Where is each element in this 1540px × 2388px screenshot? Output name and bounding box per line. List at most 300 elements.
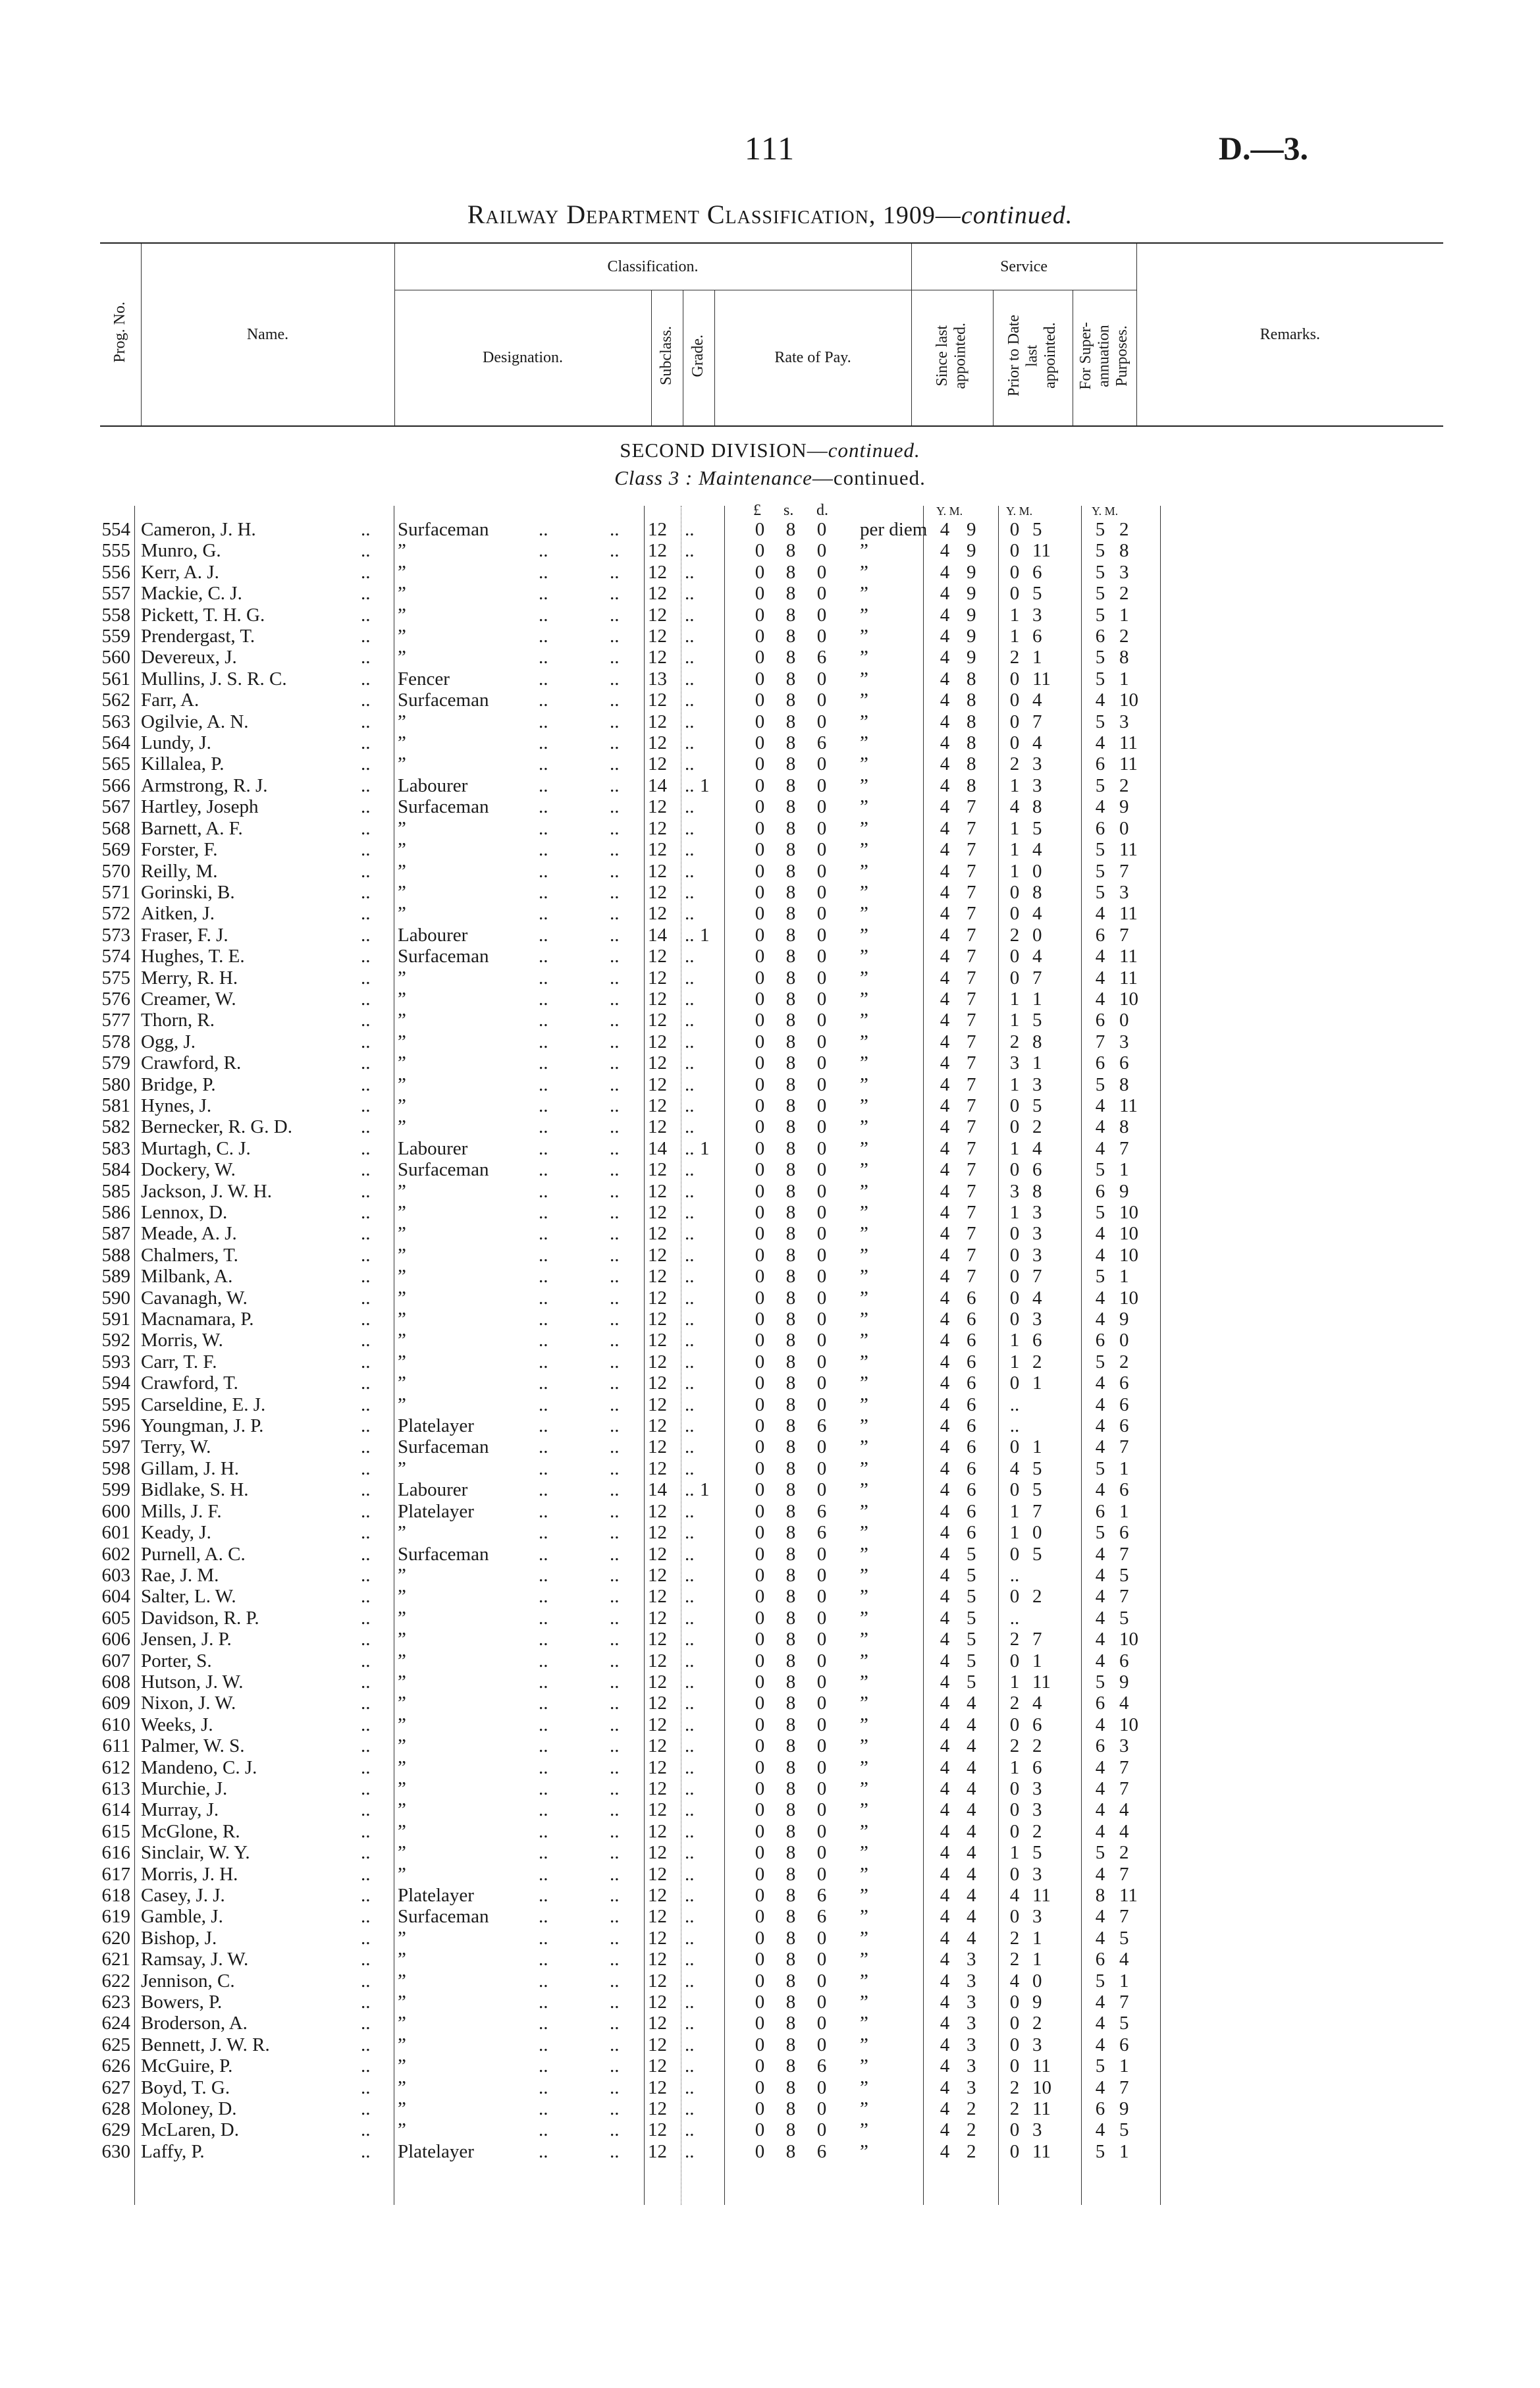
prior-years: 0 — [1009, 2013, 1020, 2034]
super-years: 6 — [1095, 924, 1105, 946]
leader-dots: .. — [610, 1927, 620, 1949]
pay-unit: ” — [860, 1266, 868, 1288]
designation: ” — [398, 732, 406, 754]
super-years: 4 — [1095, 1607, 1105, 1629]
table-row — [0, 562, 1540, 583]
subclass: 12 — [648, 1436, 667, 1458]
leader-dots: .. — [361, 860, 371, 882]
pay-shillings: 8 — [785, 1863, 796, 1885]
since-years: 4 — [940, 1820, 950, 1842]
pay-pounds: 0 — [755, 1714, 765, 1735]
leader-dots: .. — [539, 540, 548, 562]
since-years: 4 — [940, 1799, 950, 1821]
pay-unit: ” — [860, 540, 868, 562]
employee-name: Dockery, W. — [141, 1159, 236, 1181]
since-months: 6 — [967, 1479, 976, 1501]
pay-pounds: 0 — [755, 1927, 765, 1949]
pay-unit: ” — [860, 1863, 868, 1885]
leader-dots: .. — [539, 1223, 548, 1245]
pay-shillings: 8 — [785, 1202, 796, 1223]
pay-pence: 6 — [816, 647, 827, 668]
employee-name: Bernecker, R. G. D. — [141, 1116, 292, 1138]
table-row — [0, 1501, 1540, 1522]
pay-pence: 0 — [816, 2076, 827, 2098]
pay-pounds: 0 — [755, 1266, 765, 1288]
pay-pounds: 0 — [755, 1436, 765, 1458]
leader-dots: .. — [361, 2034, 371, 2055]
super-years: 4 — [1095, 2034, 1105, 2055]
subclass: 12 — [648, 1394, 667, 1415]
prior-years: 0 — [1009, 2140, 1020, 2162]
designation: ” — [398, 1330, 406, 1351]
pay-pence: 0 — [816, 1095, 827, 1116]
super-years: 4 — [1095, 1479, 1105, 1501]
pay-pounds: 0 — [755, 1372, 765, 1394]
pay-shillings: 8 — [785, 1693, 796, 1714]
leader-dots: .. — [610, 690, 620, 711]
designation: ” — [398, 583, 406, 605]
employee-name: Mackie, C. J. — [141, 583, 242, 605]
pay-pounds: 0 — [755, 1073, 765, 1095]
leader-dots: .. — [685, 604, 695, 626]
leader-dots: .. — [539, 1543, 548, 1565]
pay-pence: 0 — [816, 817, 827, 839]
leader-dots: .. — [610, 1415, 620, 1437]
since-months: 7 — [967, 946, 976, 967]
pay-shillings: 8 — [785, 1180, 796, 1202]
leader-dots: .. — [610, 647, 620, 668]
pay-pounds: 0 — [755, 1287, 765, 1309]
since-months: 9 — [967, 519, 976, 540]
pay-unit: ” — [860, 1415, 868, 1437]
super-years: 4 — [1095, 1564, 1105, 1586]
pay-pence: 0 — [816, 540, 827, 562]
pay-unit: ” — [860, 1031, 868, 1052]
employee-name: Killalea, P. — [141, 753, 225, 775]
employee-name: Cameron, J. H. — [141, 519, 256, 540]
prog-number: 612 — [101, 1756, 130, 1778]
prior-months: 1 — [1032, 1927, 1042, 1949]
since-months: 7 — [967, 1073, 976, 1095]
since-years: 4 — [940, 1543, 950, 1565]
since-years: 4 — [940, 1885, 950, 1906]
pay-pounds: 0 — [755, 1777, 765, 1799]
employee-name: Laffy, P. — [141, 2140, 205, 2162]
since-months: 5 — [967, 1629, 976, 1650]
subclass: 12 — [648, 1330, 667, 1351]
since-months: 2 — [967, 2119, 976, 2141]
pay-shillings: 8 — [785, 1777, 796, 1799]
super-months: 6 — [1119, 1650, 1129, 1671]
pay-pounds: 0 — [755, 1351, 765, 1372]
super-years: 6 — [1095, 626, 1105, 647]
pay-pence: 0 — [816, 1842, 827, 1864]
prior-years: 3 — [1009, 1180, 1020, 1202]
since-months: 4 — [967, 1820, 976, 1842]
table-row — [0, 1309, 1540, 1330]
designation: ” — [398, 1564, 406, 1586]
leader-dots: .. — [685, 1479, 695, 1501]
since-months: 7 — [967, 967, 976, 989]
prior-years: .. — [1009, 1564, 1020, 1586]
employee-name: Pickett, T. H. G. — [141, 604, 265, 626]
super-years: 5 — [1095, 668, 1105, 690]
leader-dots: .. — [539, 967, 548, 989]
leader-dots: .. — [539, 604, 548, 626]
designation: Platelayer — [398, 2140, 474, 2162]
subclass: 13 — [648, 668, 667, 690]
prog-number: 603 — [101, 1564, 130, 1586]
leader-dots: .. — [361, 1479, 371, 1501]
designation: Surfaceman — [398, 519, 489, 540]
pay-pence: 0 — [816, 924, 827, 946]
designation: ” — [398, 881, 406, 903]
header-rate-of-pay: Rate of Pay. — [714, 290, 911, 427]
since-months: 3 — [967, 2055, 976, 2077]
pay-pence: 0 — [816, 604, 827, 626]
pay-pence: 0 — [816, 690, 827, 711]
super-years: 6 — [1095, 753, 1105, 775]
leader-dots: .. — [539, 1031, 548, 1052]
subclass: 12 — [648, 1564, 667, 1586]
table-row — [0, 1885, 1540, 1906]
pay-pounds: 0 — [755, 1095, 765, 1116]
employee-name: Fraser, F. J. — [141, 924, 228, 946]
since-years: 4 — [940, 668, 950, 690]
leader-dots: .. — [610, 1457, 620, 1479]
pay-pounds: 0 — [755, 1116, 765, 1138]
leader-dots: .. — [361, 1906, 371, 1928]
leader-dots: .. — [539, 817, 548, 839]
leader-dots: .. — [361, 1415, 371, 1437]
prior-years: 0 — [1009, 711, 1020, 732]
leader-dots: .. — [685, 1330, 695, 1351]
since-years: 4 — [940, 647, 950, 668]
pay-shillings: 8 — [785, 519, 796, 540]
leader-dots: .. — [539, 860, 548, 882]
table-row — [0, 1095, 1540, 1116]
pay-pounds: 0 — [755, 1415, 765, 1437]
prior-months: 7 — [1032, 1266, 1042, 1288]
pay-shillings: 8 — [785, 1714, 796, 1735]
leader-dots: .. — [361, 711, 371, 732]
super-years: 5 — [1095, 1522, 1105, 1544]
pay-unit: ” — [860, 1992, 868, 2013]
subclass: 12 — [648, 647, 667, 668]
employee-name: Prendergast, T. — [141, 626, 255, 647]
prog-number: 593 — [101, 1351, 130, 1372]
leader-dots: .. — [610, 1095, 620, 1116]
super-months: 9 — [1119, 796, 1129, 818]
pay-unit: per diem — [860, 519, 928, 540]
pay-unit: ” — [860, 1095, 868, 1116]
leader-dots: .. — [685, 1756, 695, 1778]
designation: ” — [398, 1693, 406, 1714]
prior-years: 0 — [1009, 1543, 1020, 1565]
table-row — [0, 1970, 1540, 1992]
leader-dots: .. — [361, 1885, 371, 1906]
leader-dots: .. — [610, 1735, 620, 1757]
pay-pounds: 0 — [755, 1457, 765, 1479]
prog-number: 630 — [101, 2140, 130, 2162]
subclass: 12 — [648, 1244, 667, 1266]
since-years: 4 — [940, 1010, 950, 1031]
pay-shillings: 8 — [785, 817, 796, 839]
prior-months: 1 — [1032, 1052, 1042, 1074]
table-row — [0, 1159, 1540, 1180]
prior-years: 1 — [1009, 1842, 1020, 1864]
leader-dots: .. — [610, 540, 620, 562]
subclass: 12 — [648, 690, 667, 711]
leader-dots: .. — [539, 1735, 548, 1757]
leader-dots: .. — [685, 881, 695, 903]
prior-months: 1 — [1032, 1650, 1042, 1671]
employee-name: Porter, S. — [141, 1650, 212, 1671]
prior-years: 1 — [1009, 817, 1020, 839]
prior-months: 4 — [1032, 690, 1042, 711]
super-years: 5 — [1095, 774, 1105, 796]
super-months: 0 — [1119, 1010, 1129, 1031]
pay-unit: ” — [860, 1522, 868, 1544]
pay-unit: ” — [860, 1457, 868, 1479]
since-years: 4 — [940, 604, 950, 626]
pay-shillings: 8 — [785, 1266, 796, 1288]
prior-years: 0 — [1009, 690, 1020, 711]
table-row — [0, 2141, 1540, 2162]
pay-pounds: 0 — [755, 1223, 765, 1245]
designation: ” — [398, 1586, 406, 1608]
employee-name: Davidson, R. P. — [141, 1607, 259, 1629]
leader-dots: .. — [610, 1159, 620, 1181]
employee-name: Devereux, J. — [141, 647, 237, 668]
leader-dots: .. — [361, 1522, 371, 1544]
prior-years: 2 — [1009, 924, 1020, 946]
designation: ” — [398, 2098, 406, 2120]
pay-unit: ” — [860, 1223, 868, 1245]
super-years: 4 — [1095, 1543, 1105, 1565]
pay-pounds: 0 — [755, 881, 765, 903]
table-row — [0, 690, 1540, 711]
since-years: 4 — [940, 1137, 950, 1159]
table-row — [0, 1330, 1540, 1351]
designation: ” — [398, 1202, 406, 1223]
leader-dots: .. — [361, 1436, 371, 1458]
leader-dots: .. — [610, 1137, 620, 1159]
super-months: 9 — [1119, 1180, 1129, 1202]
leader-dots: .. — [685, 1586, 695, 1608]
table-row — [0, 605, 1540, 626]
since-years: 4 — [940, 1372, 950, 1394]
super-months: 7 — [1119, 1906, 1129, 1928]
subclass: 12 — [648, 1842, 667, 1864]
header-service: Service — [911, 243, 1136, 290]
prior-years: 2 — [1009, 1031, 1020, 1052]
pay-unit: ” — [860, 774, 868, 796]
leader-dots: .. — [610, 1522, 620, 1544]
prior-months: 3 — [1032, 1863, 1042, 1885]
leader-dots: .. — [685, 690, 695, 711]
pay-pence: 0 — [816, 626, 827, 647]
super-months: 7 — [1119, 1543, 1129, 1565]
since-years: 4 — [940, 988, 950, 1010]
leader-dots: .. — [685, 1351, 695, 1372]
leader-dots: .. — [539, 561, 548, 583]
super-months: 6 — [1119, 1394, 1129, 1415]
super-years: 5 — [1095, 519, 1105, 540]
since-months: 7 — [967, 1031, 976, 1052]
prior-months: 6 — [1032, 561, 1042, 583]
leader-dots: .. — [539, 1095, 548, 1116]
pay-shillings: 8 — [785, 690, 796, 711]
super-years: 6 — [1095, 1010, 1105, 1031]
prior-years: 0 — [1009, 1287, 1020, 1309]
prog-number: 566 — [101, 774, 130, 796]
prior-months: 1 — [1032, 647, 1042, 668]
since-months: 7 — [967, 1010, 976, 1031]
prog-number: 609 — [101, 1693, 130, 1714]
prog-number: 605 — [101, 1607, 130, 1629]
table-row — [0, 1116, 1540, 1137]
pay-shillings: 8 — [785, 1137, 796, 1159]
leader-dots: .. — [361, 1457, 371, 1479]
pay-unit: ” — [860, 1629, 868, 1650]
pay-pence: 0 — [816, 1436, 827, 1458]
leader-dots: .. — [361, 1223, 371, 1245]
since-months: 7 — [967, 903, 976, 925]
table-row — [0, 839, 1540, 860]
prior-years: 0 — [1009, 1095, 1020, 1116]
prior-months: 11 — [1032, 540, 1051, 562]
employee-name: Palmer, W. S. — [141, 1735, 245, 1757]
leader-dots: .. — [539, 1052, 548, 1074]
designation: Fencer — [398, 668, 450, 690]
designation: ” — [398, 1842, 406, 1864]
prior-years: 0 — [1009, 2034, 1020, 2055]
pay-pence: 0 — [816, 1116, 827, 1138]
leader-dots: .. — [610, 2013, 620, 2034]
subclass: 12 — [648, 1372, 667, 1394]
leader-dots: .. — [539, 1137, 548, 1159]
prior-months: 6 — [1032, 1159, 1042, 1181]
table-row — [0, 1288, 1540, 1309]
employee-name: Broderson, A. — [141, 2013, 248, 2034]
leader-dots: .. — [361, 1799, 371, 1821]
prior-months: 8 — [1032, 796, 1042, 818]
since-years: 4 — [940, 924, 950, 946]
pay-shillings: 8 — [785, 1436, 796, 1458]
pay-unit: ” — [860, 1949, 868, 1970]
prog-number: 617 — [101, 1863, 130, 1885]
since-years: 4 — [940, 1777, 950, 1799]
prior-months: 1 — [1032, 1372, 1042, 1394]
prior-years: 0 — [1009, 1266, 1020, 1288]
since-months: 7 — [967, 988, 976, 1010]
pay-shillings: 8 — [785, 583, 796, 605]
leader-dots: .. — [610, 1052, 620, 1074]
subclass: 12 — [648, 1671, 667, 1693]
subclass: 12 — [648, 1927, 667, 1949]
pay-pence: 0 — [816, 1650, 827, 1671]
since-months: 6 — [967, 1287, 976, 1309]
prog-number: 615 — [101, 1820, 130, 1842]
super-years: 5 — [1095, 1202, 1105, 1223]
pay-shillings: 8 — [785, 967, 796, 989]
prior-years: 0 — [1009, 2119, 1020, 2141]
leader-dots: .. — [610, 1372, 620, 1394]
prog-number: 595 — [101, 1394, 130, 1415]
super-years: 6 — [1095, 1735, 1105, 1757]
employee-name: Bridge, P. — [141, 1073, 216, 1095]
super-years: 6 — [1095, 817, 1105, 839]
pay-pence: 6 — [816, 1906, 827, 1928]
pay-unit: ” — [860, 1159, 868, 1181]
prior-years: 1 — [1009, 1671, 1020, 1693]
pay-shillings: 8 — [785, 1095, 796, 1116]
pay-shillings: 8 — [785, 774, 796, 796]
pay-unit: ” — [860, 1394, 868, 1415]
prior-months: 4 — [1032, 1693, 1042, 1714]
leader-dots: .. — [539, 1799, 548, 1821]
designation: Labourer — [398, 1137, 468, 1159]
employee-name: Mullins, J. S. R. C. — [141, 668, 287, 690]
table-row — [0, 1202, 1540, 1223]
prior-years: .. — [1009, 1394, 1020, 1415]
designation: ” — [398, 1820, 406, 1842]
prior-months: 11 — [1032, 2098, 1051, 2120]
subclass: 12 — [648, 2076, 667, 2098]
subclass: 12 — [648, 1415, 667, 1437]
employee-name: Creamer, W. — [141, 988, 236, 1010]
prior-months: 3 — [1032, 1906, 1042, 1928]
subclass: 12 — [648, 796, 667, 818]
prog-number: 600 — [101, 1500, 130, 1522]
leader-dots: .. — [361, 1564, 371, 1586]
pay-pence: 0 — [816, 1586, 827, 1608]
table-row — [0, 818, 1540, 839]
prior-months: 0 — [1032, 1522, 1042, 1544]
since-months: 6 — [967, 1415, 976, 1437]
employee-name: Aitken, J. — [141, 903, 215, 925]
super-years: 5 — [1095, 1457, 1105, 1479]
prog-number: 601 — [101, 1522, 130, 1544]
pay-shillings: 8 — [785, 1564, 796, 1586]
super-months: 1 — [1119, 668, 1129, 690]
leader-dots: .. — [361, 881, 371, 903]
pay-unit: ” — [860, 1137, 868, 1159]
prior-months: 2 — [1032, 1351, 1042, 1372]
leader-dots: .. — [539, 1607, 548, 1629]
pay-pounds: 0 — [755, 988, 765, 1010]
prog-number: 559 — [101, 626, 130, 647]
leader-dots: .. — [610, 1714, 620, 1735]
since-years: 4 — [940, 626, 950, 647]
table-row — [0, 1138, 1540, 1159]
leader-dots: .. — [685, 1095, 695, 1116]
designation: Surfaceman — [398, 1543, 489, 1565]
subclass: 12 — [648, 583, 667, 605]
since-months: 8 — [967, 690, 976, 711]
prior-years: 0 — [1009, 519, 1020, 540]
since-years: 4 — [940, 817, 950, 839]
pay-shillings: 8 — [785, 1522, 796, 1544]
prior-years: 0 — [1009, 732, 1020, 754]
leader-dots: .. — [685, 860, 695, 882]
pay-shillings: 8 — [785, 839, 796, 861]
leader-dots: .. — [539, 2119, 548, 2141]
super-years: 5 — [1095, 2140, 1105, 2162]
leader-dots: .. — [539, 1330, 548, 1351]
header-grade: Grade. — [683, 290, 714, 427]
